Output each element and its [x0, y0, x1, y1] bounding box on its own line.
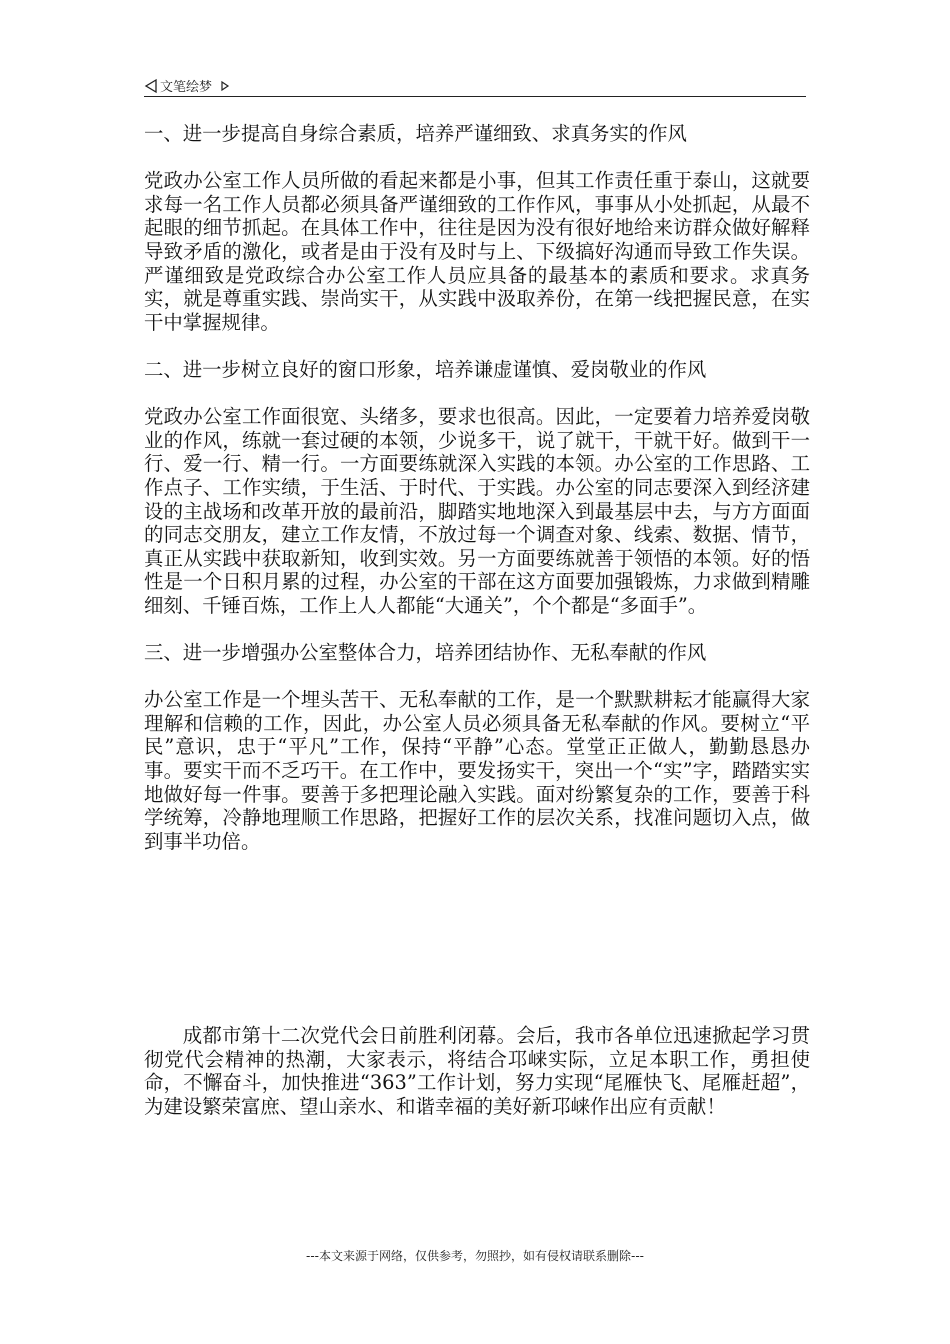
section-3-heading: 三、进一步增强办公室整体合力，培养团结协作、无私奉献的作风 [144, 641, 707, 665]
brand-label: 文笔绘梦 [160, 80, 213, 95]
document-body [144, 122, 810, 877]
closing-paragraph: 成都市第十二次党代会日前胜利闭幕。会后，我市各单位迅速掀起学习贯彻党代会精神的热潮，大家表示，将结合邛崃实际，立足本职工作，勇担使命，不懈奋斗，加快推进“363”工作计划，努力实现“尾雁快飞、尾雁赶超”，为建设繁荣富庶、望山亲水、和谐幸福的美好新邛崃作出应有贡献！ [144, 1024, 810, 1118]
header-brand [144, 76, 230, 95]
footer-disclaimer: ---本文来源于网络，仅供参考，勿照抄，如有侵权请联系删除--- [306, 1249, 644, 1263]
page-header [144, 74, 806, 97]
triangle-left-icon [144, 78, 158, 94]
section-1-heading: 一、进一步提高自身综合素质，培养严谨细致、求真务实的作风 [144, 122, 687, 145]
section-3-body: 办公室工作是一个埋头苦干、无私奉献的工作，是一个默默耕耘才能赢得大家理解和信赖的工作，因此，办公室人员必须具备无私奉献的作风。要树立“平民”意识，忠于“平凡”工作，保持“平静”心态。堂堂正正做人，勤勤恳恳办事。要实干而不乏巧干。在工作中，要发扬实干，突出一个“实”字，踏踏实实地做好每一件事。要善于多把理论融入实践。面对纷繁复杂的工作，要善于科学统筹，冷静地理顺工作思路，把握好工作的层次关系，找准问题切入点，做到事半功倍。 [144, 688, 810, 853]
triangle-right-icon [220, 80, 230, 92]
section-1-body: 党政办公室工作人员所做的看起来都是小事，但其工作责任重于泰山，这就要求每一名工作人员都必须具备严谨细致的工作作风，事事从小处抓起，从最不起眼的细节抓起。在具体工作中，往往是因为没有很好地给来访群众做好解释导致矛盾的激化，或者是由于没有及时与上、下级搞好沟通而导致工作失误。严谨细致是党政综合办公室工作人员应具备的最基本的素质和要求。求真务实，就是尊重实践、崇尚实干，从实践中汲取养份，在第一线把握民意，在实干中掌握规律。 [144, 169, 810, 334]
section-2-body: 党政办公室工作面很宽、头绪多，要求也很高。因此，一定要着力培养爱岗敬业的作风，练就一套过硬的本领，少说多干，说了就干，干就干好。做到干一行、爱一行、精一行。一方面要练就深入实践的本领。办公室的工作思路、工作点子、工作实绩，于生活、于时代、于实践。办公室的同志要深入到经济建设的主战场和改革开放的最前沿，脚踏实地地深入到最基层中去，与方方面面的同志交朋友，建立工作友情，不放过每一个调查对象、线索、数据、情节，真正从实践中获取新知，收到实效。另一方面要练就善于领悟的本领。好的悟性是一个日积月累的过程，办公室的干部在这方面要加强锻炼，力求做到精雕细刻、千锤百炼，工作上人人都能“大通关”，个个都是“多面手”。 [144, 405, 810, 617]
section-2-heading: 二、进一步树立良好的窗口形象，培养谦虚谨慎、爱岗敬业的作风 [144, 357, 707, 381]
